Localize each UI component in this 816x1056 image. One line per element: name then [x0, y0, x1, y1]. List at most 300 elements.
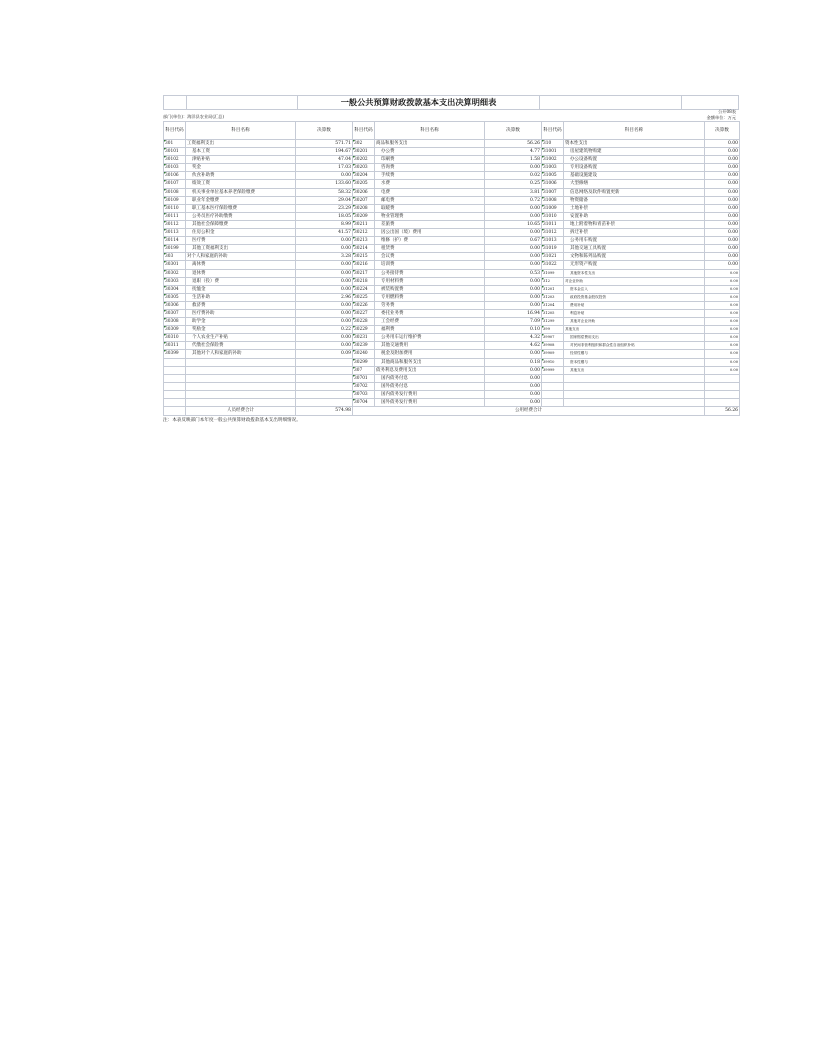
cell-code: 30701 — [353, 374, 375, 382]
cell-amount: 0.00 — [485, 285, 542, 293]
cell-amount: 0.00 — [705, 245, 740, 253]
empty-cell — [542, 382, 564, 390]
cell-name: 退休费 — [186, 269, 296, 277]
cell-name: 对民间非营利组织和群众性自治组织补贴 — [564, 342, 705, 350]
public-total-value: 56.26 — [705, 407, 740, 416]
cell-name: 专用设备购置 — [564, 164, 705, 172]
personnel-total-label: 人员经费合计 — [186, 407, 296, 416]
empty-cell — [296, 382, 353, 390]
cell-amount: 17.03 — [296, 164, 353, 172]
cell-amount: 0.00 — [705, 261, 740, 269]
cell-name: 工资福利支出 — [186, 140, 296, 148]
table-row — [164, 399, 740, 407]
cell-name: 助学金 — [186, 318, 296, 326]
unit-label: 部门(单位)：海洋县农业局(汇总) — [163, 114, 224, 119]
cell-amount: 0.53 — [485, 269, 542, 277]
cell-amount: 0.00 — [705, 253, 740, 261]
table-row — [164, 196, 740, 204]
cell-name: 基本工资 — [186, 148, 296, 156]
cell-name: 经常性赠与 — [564, 350, 705, 358]
cell-amount: 0.00 — [296, 237, 353, 245]
cell-name: 医疗费补助 — [186, 309, 296, 317]
cell-code: 31021 — [542, 253, 564, 261]
cell-code: 30302 — [164, 269, 186, 277]
cell-code: 30111 — [164, 212, 186, 220]
cell-code: 31006 — [542, 180, 564, 188]
cell-code: 30303 — [164, 277, 186, 285]
cell-name: 救济费 — [186, 301, 296, 309]
cell-amount: 0.72 — [485, 196, 542, 204]
table-row — [164, 253, 740, 261]
table-row — [164, 148, 740, 156]
cell-name: 税金及附加费用 — [375, 350, 485, 358]
cell-name: 印刷费 — [375, 156, 485, 164]
cell-name: 个人农业生产补贴 — [186, 334, 296, 342]
cell-code: 30225 — [353, 293, 375, 301]
cell-name: 水费 — [375, 180, 485, 188]
cell-name: 职业年金缴费 — [186, 196, 296, 204]
cell-amount: 16.94 — [485, 309, 542, 317]
header-code: 科目代码 — [353, 122, 375, 140]
cell-amount: 0.10 — [485, 326, 542, 334]
cell-amount: 0.00 — [296, 309, 353, 317]
cell-name: 退职（役）费 — [186, 277, 296, 285]
empty-cell — [164, 390, 186, 398]
cell-name: 对个人和家庭的补助 — [186, 253, 296, 261]
cell-name: 咨询费 — [375, 164, 485, 172]
cell-code: 31204 — [542, 301, 564, 309]
cell-amount: 0.00 — [485, 261, 542, 269]
cell-amount: 0.00 — [485, 164, 542, 172]
cell-code: 30310 — [164, 334, 186, 342]
cell-amount: 0.00 — [705, 309, 740, 317]
empty-cell — [705, 382, 740, 390]
cell-code: 31010 — [542, 212, 564, 220]
empty-cell — [296, 390, 353, 398]
cell-code: 30226 — [353, 301, 375, 309]
cell-amount: 133.60 — [296, 180, 353, 188]
cell-amount: 0.00 — [296, 277, 353, 285]
cell-code: 30299 — [353, 358, 375, 366]
cell-amount: 0.00 — [705, 269, 740, 277]
cell-code: 30231 — [353, 334, 375, 342]
cell-amount: 0.00 — [296, 261, 353, 269]
cell-name: 对企业补助 — [564, 277, 705, 285]
table-body — [164, 140, 740, 407]
cell-code: 30211 — [353, 220, 375, 228]
cell-name: 公务员医疗补助缴费 — [186, 212, 296, 220]
table-row — [164, 390, 740, 398]
empty-cell — [542, 399, 564, 407]
cell-amount: 0.00 — [705, 277, 740, 285]
cell-name: 费用补贴 — [564, 301, 705, 309]
cell-amount: 29.04 — [296, 196, 353, 204]
table-row — [164, 204, 740, 212]
cell-code: 30207 — [353, 196, 375, 204]
cell-amount: 0.00 — [705, 350, 740, 358]
empty-cell — [564, 382, 705, 390]
cell-name: 培训费 — [375, 261, 485, 269]
cell-name: 手续费 — [375, 172, 485, 180]
cell-name: 职工基本医疗保险缴费 — [186, 204, 296, 212]
empty-cell — [296, 399, 353, 407]
table-row — [164, 156, 740, 164]
table-row — [164, 309, 740, 317]
table-row — [164, 326, 740, 334]
table-row — [164, 334, 740, 342]
cell-code: 30113 — [164, 229, 186, 237]
table-row — [164, 261, 740, 269]
cell-code: 307 — [353, 366, 375, 374]
cell-amount: 0.18 — [485, 358, 542, 366]
cell-name: 公务用车购置 — [564, 237, 705, 245]
cell-amount: 0.00 — [296, 269, 353, 277]
cell-code: 303 — [164, 253, 186, 261]
empty-cell — [705, 374, 740, 382]
cell-name: 其他对企业补助 — [564, 318, 705, 326]
cell-name: 劳务费 — [375, 301, 485, 309]
cell-code: 39908 — [542, 342, 564, 350]
cell-name: 因公出国（境）费用 — [375, 229, 485, 237]
table-row — [164, 366, 740, 374]
cell-name: 其他社会保障缴费 — [186, 220, 296, 228]
cell-code: 30702 — [353, 382, 375, 390]
cell-code: 30309 — [164, 326, 186, 334]
cell-name: 安置补助 — [564, 212, 705, 220]
cell-code: 30106 — [164, 172, 186, 180]
table-row — [164, 220, 740, 228]
cell-amount: 0.00 — [705, 204, 740, 212]
table-row — [164, 293, 740, 301]
cell-code: 30228 — [353, 318, 375, 326]
cell-code: 30109 — [164, 196, 186, 204]
cell-amount: 0.00 — [705, 358, 740, 366]
cell-name: 拆迁补偿 — [564, 229, 705, 237]
cell-amount: 0.00 — [705, 237, 740, 245]
cell-amount: 0.00 — [705, 229, 740, 237]
table-row — [164, 180, 740, 188]
cell-name: 无形资产购置 — [564, 261, 705, 269]
cell-code: 31099 — [542, 269, 564, 277]
footnote: 注：本表反映部门本年度一般公共预算财政拨款基本支出明细情况。 — [163, 418, 301, 424]
empty-cell — [705, 390, 740, 398]
table-row — [164, 342, 740, 350]
cell-name: 其他支出 — [564, 326, 705, 334]
cell-name: 国外债务付息 — [375, 382, 485, 390]
cell-code: 30307 — [164, 309, 186, 317]
cell-code: 30204 — [353, 172, 375, 180]
cell-name: 其他工资福利支出 — [186, 245, 296, 253]
cell-code: 30203 — [353, 164, 375, 172]
cell-name: 医疗费 — [186, 237, 296, 245]
cell-code: 30308 — [164, 318, 186, 326]
cell-code: 30218 — [353, 277, 375, 285]
cell-code: 31299 — [542, 318, 564, 326]
cell-code: 31008 — [542, 196, 564, 204]
cell-name: 其他资本性支出 — [564, 269, 705, 277]
cell-code: 31012 — [542, 229, 564, 237]
cell-code: 39999 — [542, 366, 564, 374]
cell-name: 取暖费 — [375, 204, 485, 212]
cell-name: 专用燃料费 — [375, 293, 485, 301]
cell-code: 31203 — [542, 293, 564, 301]
cell-name: 土地补偿 — [564, 204, 705, 212]
budget-sheet — [163, 95, 739, 423]
header-row — [164, 122, 740, 140]
table-row — [164, 172, 740, 180]
cell-amount: 0.00 — [705, 342, 740, 350]
cell-name: 机关事业单位基本养老保险缴费 — [186, 188, 296, 196]
cell-code: 30216 — [353, 261, 375, 269]
cell-name: 国内债务发行费用 — [375, 390, 485, 398]
empty-cell — [186, 390, 296, 398]
empty-cell — [542, 374, 564, 382]
cell-amount: 0.00 — [485, 382, 542, 390]
cell-amount: 0.00 — [705, 301, 740, 309]
cell-amount: 18.05 — [296, 212, 353, 220]
cell-code: 31011 — [542, 220, 564, 228]
cell-amount: 0.00 — [705, 196, 740, 204]
cell-code: 31019 — [542, 245, 564, 253]
cell-code: 30215 — [353, 253, 375, 261]
table-row — [164, 269, 740, 277]
cell-code: 30202 — [353, 156, 375, 164]
cell-amount: 0.00 — [705, 326, 740, 334]
cell-name: 资本性支出 — [564, 140, 705, 148]
header-amount: 决算数 — [705, 122, 740, 140]
cell-amount: 3.28 — [296, 253, 353, 261]
header-amount: 决算数 — [296, 122, 353, 140]
cell-amount: 0.00 — [296, 334, 353, 342]
cell-code: 30101 — [164, 148, 186, 156]
cell-code: 30240 — [353, 350, 375, 358]
cell-name: 差旅费 — [375, 220, 485, 228]
table-row — [164, 358, 740, 366]
cell-code: 31013 — [542, 237, 564, 245]
cell-amount: 7.09 — [485, 318, 542, 326]
cell-code: 31009 — [542, 204, 564, 212]
cell-amount: 8.99 — [296, 220, 353, 228]
totals-row — [164, 407, 740, 416]
cell-code: 312 — [542, 277, 564, 285]
cell-code: 39907 — [542, 334, 564, 342]
empty-cell — [164, 358, 186, 366]
cell-amount: 4.77 — [485, 148, 542, 156]
empty-cell — [164, 382, 186, 390]
budget-table — [163, 121, 740, 416]
cell-amount: 0.00 — [485, 350, 542, 358]
cell-amount: 0.00 — [485, 301, 542, 309]
cell-name: 专用材料费 — [375, 277, 485, 285]
cell-amount: 56.26 — [485, 140, 542, 148]
cell-amount: 0.00 — [485, 229, 542, 237]
cell-code: 30304 — [164, 285, 186, 293]
cell-amount: 0.00 — [485, 204, 542, 212]
cell-code: 39910 — [542, 358, 564, 366]
cell-amount: 0.67 — [485, 237, 542, 245]
cell-amount: 4.32 — [485, 334, 542, 342]
cell-amount: 0.00 — [705, 188, 740, 196]
table-row — [164, 212, 740, 220]
cell-name: 商品和服务支出 — [375, 140, 485, 148]
cell-name: 住房公积金 — [186, 229, 296, 237]
cell-name: 信息网络及软件购置更新 — [564, 188, 705, 196]
empty-cell — [564, 390, 705, 398]
cell-name: 被装购置费 — [375, 285, 485, 293]
cell-amount: 0.00 — [296, 342, 353, 350]
cell-code: 30107 — [164, 180, 186, 188]
cell-amount: 0.00 — [296, 318, 353, 326]
cell-code: 30199 — [164, 245, 186, 253]
cell-name: 其他商品和服务支出 — [375, 358, 485, 366]
empty-cell — [296, 374, 353, 382]
table-row — [164, 245, 740, 253]
empty-cell — [705, 399, 740, 407]
cell-amount: 0.00 — [705, 172, 740, 180]
cell-amount: 0.00 — [705, 148, 740, 156]
cell-code: 30205 — [353, 180, 375, 188]
page-title: 一般公共预算财政拨款基本支出决算明细表 — [298, 96, 540, 109]
cell-code: 399 — [542, 326, 564, 334]
table-row — [164, 382, 740, 390]
cell-name: 奖金 — [186, 164, 296, 172]
personnel-total-value: 574.98 — [296, 407, 353, 416]
cell-amount: 0.00 — [485, 277, 542, 285]
cell-code: 31022 — [542, 261, 564, 269]
empty-cell — [564, 374, 705, 382]
cell-amount: 0.00 — [705, 293, 740, 301]
cell-amount: 58.32 — [296, 188, 353, 196]
cell-code: 30208 — [353, 204, 375, 212]
cell-name: 利息补贴 — [564, 309, 705, 317]
header-name: 科目名称 — [186, 122, 296, 140]
cell-amount: 41.57 — [296, 229, 353, 237]
cell-name: 其他支出 — [564, 366, 705, 374]
cell-amount: 0.00 — [485, 253, 542, 261]
cell-amount: 47.04 — [296, 156, 353, 164]
empty-cell — [164, 399, 186, 407]
cell-amount: 0.00 — [296, 301, 353, 309]
header-name: 科目名称 — [564, 122, 705, 140]
cell-name: 国外债务发行费用 — [375, 399, 485, 407]
cell-code: 31201 — [542, 285, 564, 293]
cell-code: 31002 — [542, 156, 564, 164]
table-row — [164, 285, 740, 293]
cell-name: 福利费 — [375, 326, 485, 334]
cell-amount: 571.71 — [296, 140, 353, 148]
empty-cell — [164, 374, 186, 382]
cell-name: 离休费 — [186, 261, 296, 269]
cell-code: 30703 — [353, 390, 375, 398]
cell-name: 奖励金 — [186, 326, 296, 334]
cell-name: 物资储备 — [564, 196, 705, 204]
cell-name: 会议费 — [375, 253, 485, 261]
cell-amount: 0.02 — [485, 172, 542, 180]
cell-code: 30114 — [164, 237, 186, 245]
cell-name: 公务用车运行维护费 — [375, 334, 485, 342]
cell-amount: 0.00 — [485, 399, 542, 407]
cell-code: 30399 — [164, 350, 186, 358]
cell-code: 30201 — [353, 148, 375, 156]
empty-cell — [296, 366, 353, 374]
cell-amount: 2.96 — [296, 293, 353, 301]
cell-amount: 0.00 — [705, 318, 740, 326]
cell-code: 31205 — [542, 309, 564, 317]
cell-code: 30112 — [164, 220, 186, 228]
cell-amount: 0.00 — [705, 366, 740, 374]
cell-name: 其他交通工具购置 — [564, 245, 705, 253]
form-number: 公开08表 — [718, 109, 736, 114]
cell-code: 30214 — [353, 245, 375, 253]
cell-name: 其他对个人和家庭的补助 — [186, 350, 296, 358]
cell-name: 生活补助 — [186, 293, 296, 301]
public-total-label: 公用经费合计 — [353, 407, 705, 416]
cell-name: 政府投资基金股权投资 — [564, 293, 705, 301]
cell-name: 国内债务付息 — [375, 374, 485, 382]
cell-amount: 0.22 — [296, 326, 353, 334]
cell-code: 30239 — [353, 342, 375, 350]
table-row — [164, 350, 740, 358]
cell-name: 办公设备购置 — [564, 156, 705, 164]
header-amount: 决算数 — [485, 122, 542, 140]
table-row — [164, 140, 740, 148]
empty-cell — [186, 374, 296, 382]
cell-amount: 4.62 — [485, 342, 542, 350]
cell-amount: 0.00 — [485, 390, 542, 398]
cell-name: 房屋建筑物购建 — [564, 148, 705, 156]
cell-code: 30305 — [164, 293, 186, 301]
cell-name: 债务利息及费用支出 — [375, 366, 485, 374]
cell-code: 30213 — [353, 237, 375, 245]
cell-name: 伙食补助费 — [186, 172, 296, 180]
empty-cell — [542, 390, 564, 398]
amount-unit: 金额单位：万元 — [706, 115, 736, 120]
cell-name: 维修（护）费 — [375, 237, 485, 245]
cell-amount: 0.00 — [705, 212, 740, 220]
cell-name: 办公费 — [375, 148, 485, 156]
meta-row — [163, 110, 739, 121]
cell-amount: 3.81 — [485, 188, 542, 196]
cell-amount: 0.00 — [705, 164, 740, 172]
cell-code: 310 — [542, 140, 564, 148]
cell-amount: 0.00 — [485, 366, 542, 374]
cell-code: 301 — [164, 140, 186, 148]
cell-amount: 0.00 — [296, 245, 353, 253]
cell-code: 302 — [353, 140, 375, 148]
cell-code: 31001 — [542, 148, 564, 156]
cell-name: 物业管理费 — [375, 212, 485, 220]
cell-amount: 0.00 — [705, 180, 740, 188]
cell-amount: 0.00 — [296, 172, 353, 180]
cell-name: 资本性赠与 — [564, 358, 705, 366]
cell-code: 30217 — [353, 269, 375, 277]
header-code: 科目代码 — [164, 122, 186, 140]
cell-code: 30209 — [353, 212, 375, 220]
cell-name: 资本金注入 — [564, 285, 705, 293]
cell-name: 文物和陈列品购置 — [564, 253, 705, 261]
cell-code: 30102 — [164, 156, 186, 164]
table-row — [164, 229, 740, 237]
cell-amount: 0.00 — [705, 285, 740, 293]
cell-amount: 0.00 — [705, 156, 740, 164]
table-row — [164, 277, 740, 285]
cell-code: 30704 — [353, 399, 375, 407]
cell-name: 租赁费 — [375, 245, 485, 253]
cell-amount: 0.00 — [485, 245, 542, 253]
empty-cell — [186, 399, 296, 407]
empty-cell — [186, 358, 296, 366]
cell-amount: 10.65 — [485, 220, 542, 228]
